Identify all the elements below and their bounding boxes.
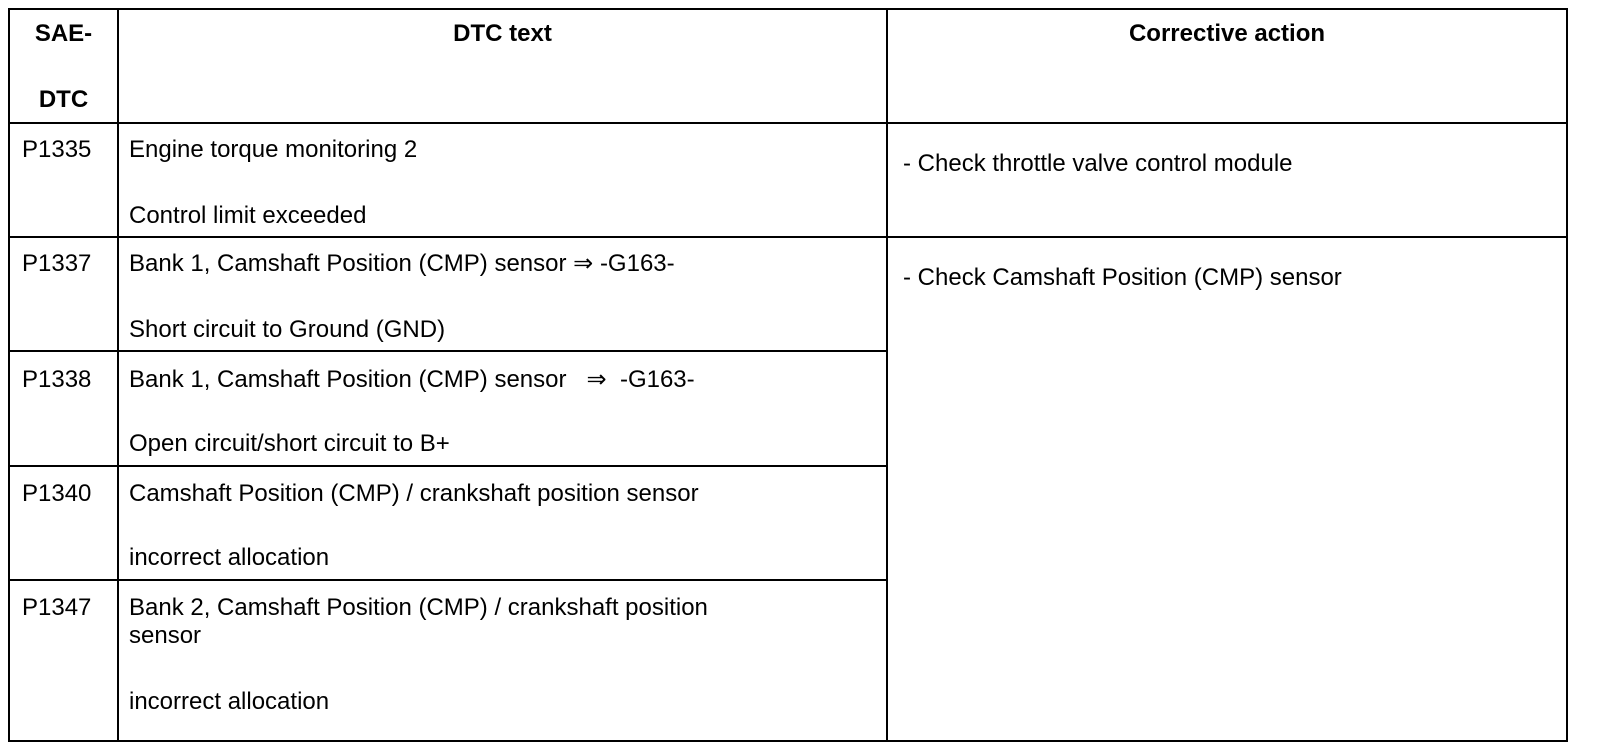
dtc-code: P1347 xyxy=(22,594,92,621)
dtc-code: P1340 xyxy=(22,480,92,507)
corrective-action-text: - Check Camshaft Position (CMP) sensor xyxy=(903,264,1342,291)
dtc-description-line2: Open circuit/short circuit to B+ xyxy=(129,430,450,457)
header-sae-dtc-line2: DTC xyxy=(38,86,89,113)
row-divider xyxy=(8,236,1568,238)
dtc-description-line2: incorrect allocation xyxy=(129,688,330,715)
dtc-description-line1: Engine torque monitoring 2 xyxy=(129,136,418,163)
column-divider xyxy=(886,8,888,742)
dtc-description-line1: Bank 2, Camshaft Position (CMP) / crankshaft position xyxy=(129,594,708,621)
dtc-description-line1: Bank 1, Camshaft Position (CMP) sensor ⇒ -G163- xyxy=(129,250,675,277)
dtc-description-line2: incorrect allocation xyxy=(129,544,330,571)
dtc-description-line2: Short circuit to Ground (GND) xyxy=(129,316,446,343)
row-divider xyxy=(8,579,888,581)
dtc-code: P1335 xyxy=(22,136,92,163)
row-divider xyxy=(8,350,888,352)
dtc-code: P1338 xyxy=(22,366,92,393)
row-divider xyxy=(8,465,888,467)
row-divider xyxy=(8,122,1568,124)
dtc-code: P1337 xyxy=(22,250,92,277)
dtc-description-line1-continued: sensor xyxy=(129,622,202,649)
column-divider xyxy=(117,8,119,742)
dtc-description-line1: Camshaft Position (CMP) / crankshaft position sensor xyxy=(129,480,699,507)
header-dtc-text: DTC text xyxy=(453,20,552,47)
dtc-description-line2: Control limit exceeded xyxy=(129,202,367,229)
dtc-description-line1: Bank 1, Camshaft Position (CMP) sensor ⇒ -G163- xyxy=(129,366,695,393)
header-corrective-action: Corrective action xyxy=(1128,20,1326,47)
header-sae-dtc-line1: SAE- xyxy=(34,20,93,47)
corrective-action-text: - Check throttle valve control module xyxy=(903,150,1293,177)
